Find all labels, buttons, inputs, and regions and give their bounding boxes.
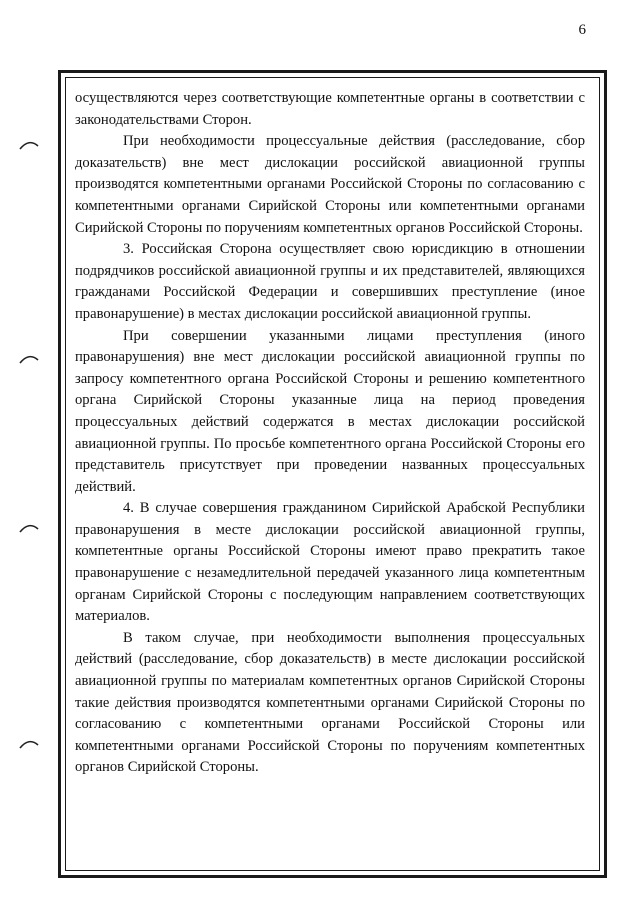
paragraph: осуществляются через соответствующие компетентные органы в соответствии с законодательствами Сторон. bbox=[75, 90, 585, 128]
paragraph: При совершении указанными лицами преступления (иного правонарушения) вне мест дислокации российской авиационной группы по запросу компетентного органа Российской Стороны и решению компетентного органа Сирийской Стороны указанные лица на период проведения процессуальных действий содержатся в местах дислокации российской авиационной группы. По просьбе компетентного органа Российской Стороны его представитель присутствует при проведении названных процессуальных действий. bbox=[75, 327, 585, 495]
page-number: 6 bbox=[578, 22, 586, 38]
paragraph: При необходимости процессуальные действия (расследование, сбор доказательств) вне мест дислокации российской авиационной группы производятся компетентными органами Российской Стороны по согласованию с компетентными органами Сирийской Стороны или компетентными органами Сирийской Стороны по поручениям компетентных органов Российской Стороны. bbox=[75, 133, 585, 236]
binding-hole-mark bbox=[19, 140, 39, 150]
binding-hole-mark bbox=[19, 523, 39, 533]
document-body bbox=[75, 88, 585, 779]
binding-hole-mark bbox=[19, 354, 39, 364]
paragraph: 4. В случае совершения гражданином Сирийской Арабской Республики правонарушения в месте дислокации российской авиационной группы, компетентные органы Российской Стороны имеют право прекратить такое правонарушение с незамедлительной передачей указанного лица компетентным органам Сирийской Стороны с последующим направлением соответствующих материалов. bbox=[75, 500, 585, 625]
paragraph: 3. Российская Сторона осуществляет свою юрисдикцию в отношении подрядчиков российской авиационной группы и их представителей, являющихся гражданами Российской Федерации и совершивших преступление (иное правонарушение) в местах дислокации российской авиационной группы. bbox=[75, 241, 585, 322]
paragraph: В таком случае, при необходимости выполнения процессуальных действий (расследование, сбор доказательств) в месте дислокации российской авиационной группы по материалам компетентных органов Сирийской Стороны такие действия производятся компетентными органами Сирийской Стороны по согласованию с компетентными органами Российской Стороны или компетентными органами Российской Стороны по поручениям компетентных органов Сирийской Стороны. bbox=[75, 629, 585, 776]
binding-hole-mark bbox=[19, 739, 39, 749]
